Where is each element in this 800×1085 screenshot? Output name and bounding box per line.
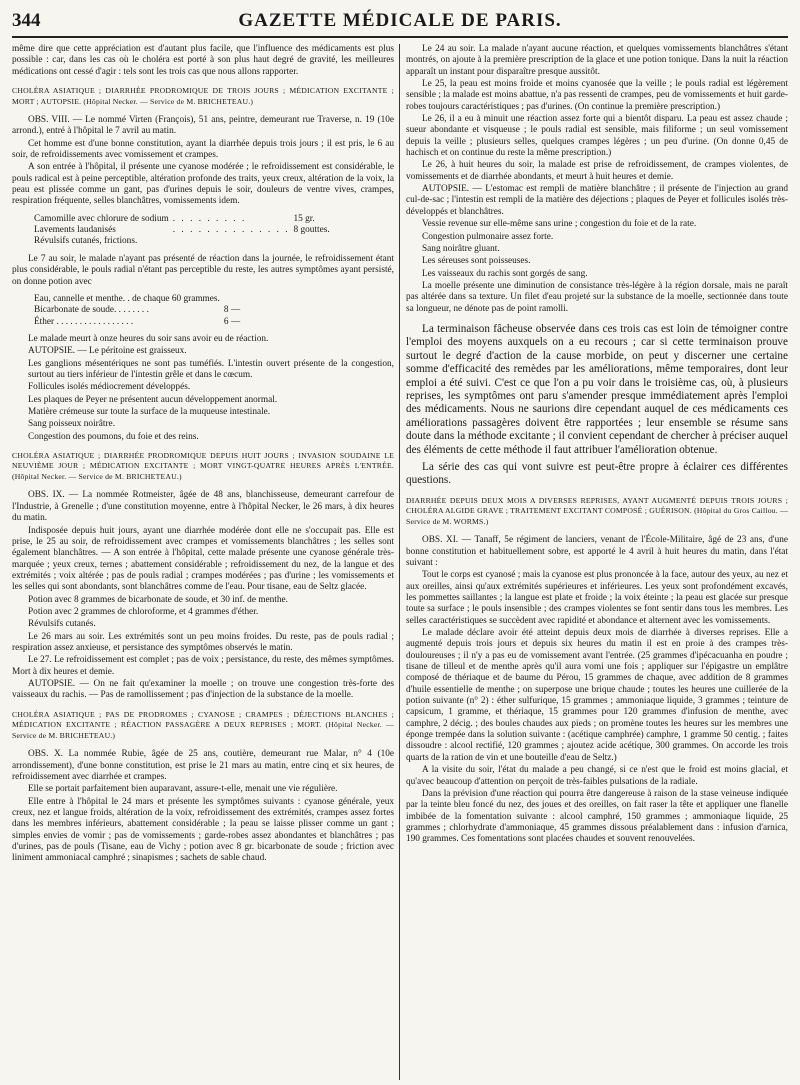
prescription-row [34, 305, 244, 316]
autopsy-finding: Congestion pulmonaire assez forte. [422, 231, 554, 242]
prescription-qty: 6 — [223, 316, 241, 327]
obs-10-autopsy: AUTOPSIE. — L'estomac est rempli de matière blanchâtre ; il présente de l'injection au grand cul-de-sac ; l'intestin est rempli de la matière des déjections ; plaques de Peyer et follicules isolés très-développés et blanchâtres. [406, 184, 788, 217]
prescription-row [34, 214, 334, 225]
prescription-row [34, 294, 244, 305]
obs-10-day26: Le 26, il a eu à minuit une réaction assez forte qui a bientôt disparu. La peau est assez chaude ; sueur abondante et visqueuse ; le pouls radial est sensible, mais filiforme ; un seul vomissement depuis la veille ; plusieurs selles, quelques crampes légères ; un peu d'urine. (On donne 0,45 de hachisch et on continue du reste la même prescription.) [406, 114, 788, 159]
obs-8-death: Le malade meurt à onze heures du soir sans avoir eu de réaction. [28, 333, 269, 344]
obs-11-fomentation: Dans la prévision d'une réaction qui pourra être dangereuse à raison de la stase veineuse indiquée par la teinte bleu foncé du nez, des joues et des oreilles, on fait raser la tête et appliquer une flanelle imbibée de la fomentation suivante : alcool camphré, 150 grammes ; ammoniaque liquide, 25 grammes ; chlorhydrate d'ammoniaque, 45 grammes dissous préalablement dans : infusion d'arnica, 190 grammes. Ces fomentations sont placées chaudes et souvent renouvelées. [406, 788, 788, 845]
autopsy-finding: Congestion des poumons, du foie et des reins. [28, 431, 199, 442]
page-number: 344 [12, 10, 41, 31]
obs-10-day24: Le 24 au soir. La malade n'ayant aucune réaction, et quelques vomissements blanchâtres s'étant montrés, on ajoute à la première prescription de la glace et une potion tonique. Dans la nuit la réaction apparaît un instant pour disparaître presque aussitôt. [406, 44, 788, 77]
autopsy-finding: Les vaisseaux du rachis sont gorgés de sang. [422, 268, 588, 279]
obs-10-history: Elle se portait parfaitement bien auparavant, assure-t-elle, menait une vie régulière. [28, 784, 338, 795]
autopsy-finding: Les ganglions mésentériques ne sont pas tuméfiés. L'intestin ouvert présente de la congestion, surtout au tiers inférieur de l'intestin grêle et dans le cœcum. [28, 358, 394, 380]
obs-11-evening: A la visite du soir, l'état du malade a peu changé, si ce n'est que le froid est moins glacial, et qu'avec beaucoup d'attention on perçoit de très-faibles pulsations de la radiale. [406, 765, 788, 787]
autopsy-finding: Vessie revenue sur elle-même sans urine ; congestion du foie et de la rate. [422, 219, 697, 230]
prescription-list [34, 294, 244, 328]
obs-8-history: Cet homme est d'une bonne constitution, ayant la diarrhée depuis trois jours ; il est pris, le 6 au soir, de refroidissements avec vomissement et crampes. [12, 138, 394, 161]
discussion-paragraph: La terminaison fâcheuse observée dans ces trois cas est loin de témoigner contre l'emploi des moyens auxquels on a eu recours ; car si cette terminaison prouve surtout le degré d'action de la cause morbide, on peut y discerner une certaine somme d'efficacité des remèdes par les améliorations, même temporaires, dont leur emploi a été suivi. C'est ce que l'on a pu voir dans le troisième cas, où, à plusieurs reprises, les symptômes ont paru s'amender presque immédiatement après l'emploi des médicaments. Nous ne saurions dire cependant auquel de ces médicaments ces améliorations passagères doivent être rapportées ; leur ensemble se résume sans doute dans la méthode excitante ; il convient cependant de chercher à préciser auquel des éléments de cette méthode il faut attribuer l'amélioration obtenue. [406, 322, 788, 456]
obs-10-intro: OBS. X. La nommée Rubie, âgée de 25 ans, coutière, demeurant rue Malar, n° 4 (10e arrondissement), d'une bonne constitution, est prise le 21 mars au matin, entre cinq et six heures, de refroidissement avec diarrhée et crampes. [12, 749, 394, 782]
prescription-row [34, 225, 334, 236]
autopsy-finding: Matière crémeuse sur toute la surface de la muqueuse intestinale. [28, 406, 271, 417]
obs-8-evening: Le 7 au soir, le malade n'ayant pas présenté de réaction dans la journée, le refroidissement étant plus considérable, le pouls radial n'étant pas perceptible du reste, les autres symptômes ayant persisté, on donne potion avec [12, 253, 394, 287]
prescription-qty: 8 gouttes. [293, 225, 330, 236]
prescription-leader: . . . . . . . . . . . . . . [172, 225, 290, 236]
obs-11-treatment: Le malade déclare avoir été atteint depuis deux mois de diarrhée à diverses reprises. Elle a augmenté depuis trois jours et depuis six heures du matin il est en proie à des crampes très-douloureuses ; il n'y a pas eu de vomissement avant l'entrée. (25 grammes d'ipécacuanha en poudre ; tisane de tilleul et de menthe après qu'il aura vomi une fois ; appliquer sur l'épigastre un emplâtre composé de thériaque et de baume du Pérou, 15 grammes de chaque, avec addition de 8 grammes d'huile essentielle de menthe ; on superpose une brique chaude ; toutes les heures une cuillerée de la potion suivante (n° 2) : éther sulfurique, 15 grammes ; ammoniaque liquide, 3 grammes ; teinture de capsicum, 1 gramme, et thériaque, 15 grammes pour 120 grammes d'infusion de menthe, avec camphre, 2 décig. ; des boules chaudes aux pieds ; on promène toutes les heures sur les membres une éponge trempée dans la solution suivante : (acétique camphrée) camphre, 1 gramme 50 centig. ; faites dissoudre : alcool rectifié, 120 grammes ; ajoutez acide acétique, 300 grammes. On accorde les trois quarts de la ration de vin et une bouteille d'eau de Seltz.) [406, 628, 788, 763]
case-heading-obs-8: CHOLÉRA ASIATIQUE ; DIARRHÉE PRODROMIQUE DE TROIS JOURS ; MÉDICATION EXCITANTE ; MORT ; AUTOPSIE. (Hôpital Necker. — Service de M. BRICHETEAU.) [12, 86, 394, 106]
prescription-item: Bicarbonate de soude. . . . . . . . [34, 305, 149, 316]
autopsy-finding: Sang noirâtre gluant. [422, 243, 500, 254]
obs-9-intro: OBS. IX. — La nommée Rotmeister, âgée de 48 ans, blanchisseuse, demeurant carrefour de l'Industrie, à Grenelle ; d'une constitution moyenne, entre à l'hôpital Necker, le 26 mars, à dix heures du matin. [12, 490, 394, 524]
obs-10-spinal-cord: La moelle présente une diminution de consistance très-légère à la région dorsale, mais ne paraît pas altérée dans sa texture. Un filet d'eau projeté sur la substance de la moelle, sectionnée dans toute sa longueur, ne dénote pas de point ramolli. [406, 280, 788, 314]
prescription-item: Eau, cannelle et menthe. . de chaque 60 grammes. [34, 293, 220, 304]
prescription-qty: 8 — [223, 305, 241, 316]
obs-9-autopsy: AUTOPSIE. — On ne fait qu'examiner la moelle ; on trouve une congestion très-forte des vaisseaux du rachis. — Pas de ramollissement ; pas d'injection de la substance de la moelle. [12, 678, 394, 701]
prescription-qty [224, 294, 244, 305]
prescription-qty: 15 gr. [293, 213, 315, 224]
prescription-item: Révulsifs cutanés, frictions. [34, 236, 138, 247]
autopsy-finding: Les séreuses sont poisseuses. [422, 256, 531, 267]
prescription-leader: . . . . . . . . . [172, 213, 247, 224]
obs-10-death: Le 26, à huit heures du soir, la malade est prise de refroidissement, de crampes violentes, de vomissements et de diarrhée abondants, et meurt à huit heures et demie. [406, 160, 788, 182]
autopsy-finding: Follicules isolés médiocrement développés. [28, 382, 191, 393]
prescription-row [34, 236, 334, 247]
column-divider [399, 44, 400, 1080]
publication-title: GAZETTE MÉDICALE DE PARIS. [238, 10, 562, 31]
obs-9-symptoms: Indisposée depuis huit jours, ayant une diarrhée modérée dont elle ne s'occupait pas. Elle est prise, le 25 au soir, de refroidissement avec crampes et vomissements blanchâtres ; les selles sont également blanchâtres. — A son entrée à l'hôpital, cette malade présente une cyanose générale très-marquée ; yeux creux, ternes ; abattement considérable ; refroidissement du nez, de la langue et des extrémités ; voix altérée ; pas de pouls radial ; crampes modérées ; pas d'urine ; les vomissements et les selles qui sont abondants, sont blanchâtres comme de l'eau. Pour tisane, eau de Seltz glacée. [12, 525, 394, 593]
obs-8-intro: OBS. VIII. — Le nommé Virten (François), 51 ans, peintre, demeurant rue Traverse, n. 19 (10e arrond.), entré à l'hôpital le 7 avril au matin. [12, 115, 394, 137]
prescription-item: Éther . . . . . . . . . . . . . . . . . [34, 316, 134, 327]
left-column [12, 44, 394, 1080]
prescription-list [34, 214, 334, 248]
case-heading-obs-10: CHOLÉRA ASIATIQUE ; PAS DE PRODROMES ; CYANOSE ; CRAMPES ; DÉJECTIONS BLANCHES ; MÉDICATION EXCITANTE ; RÉACTION PASSAGÈRE A DEUX REPRISES ; MORT. (Hôpital Necker. — Service de M. BRICHETEAU.) [12, 709, 394, 740]
prescription-item: Lavements laudanisés [34, 225, 116, 236]
autopsy-finding: Sang poisseux noirâtre. [28, 419, 116, 430]
obs-11-symptoms: Tout le corps est cyanosé ; mais la cyanose est plus prononcée à la face, autour des yeux, au nez et aux oreilles, ainsi qu'aux extrémités supérieures et inférieures. Les yeux sont profondément excavés, les pommettes saillantes ; la langue est plate et froide ; la voix éteinte ; la peau est glacée sur presque toute sa surface ; le pouls insensible ; des crampes violentes se font sentir dans tous les membres. Les selles caractéristiques se succèdent avec rapidité et abondance et alternent avec les vomissements. [406, 570, 788, 626]
transition-paragraph: La série des cas qui vont suivre est peut-être propre à éclairer ces différentes questions. [406, 460, 788, 487]
prescription-row [34, 317, 244, 328]
case-heading-obs-11: DIARRHÉE DEPUIS DEUX MOIS A DIVERSES REPRISES, AYANT AUGMENTÉ DEPUIS TROIS JOURS ; CHOLÉRA ALGIDE GRAVE ; TRAITEMENT EXCITANT COMPOSÉ ; GUÉRISON. (Hôpital du Gros Caillou. — Service de M. WORMS.) [406, 495, 788, 526]
obs-10-symptoms: Elle entre à l'hôpital le 24 mars et présente les symptômes suivants : cyanose générale, yeux creux, nez et langue froids, altération de la voix, refroidissement des extrémités, crampes assez fortes dans les membres inférieurs, abattement considérable ; la peau se laisse plisser comme un gant ; simples envies de vomir ; pas de vomissements ; garde-robes assez abondantes et blanchâtres ; pas d'urines, pas de pouls (Tisane, eau de Vichy ; potion avec 8 gr. bicarbonate de soude ; friction avec liniment ammoniacal camphré ; sinapismes ; sachets de sable chaud. [12, 796, 394, 864]
case-heading-obs-9: CHOLÉRA ASIATIQUE ; DIARRHÉE PRODROMIQUE DEPUIS HUIT JOURS ; INVASION SOUDAINE LE NEUVIÈME JOUR ; MÉDICATION EXCITANTE ; MORT VINGT-QUATRE HEURES APRÈS L'ENTRÉE. (Hôpital Necker. — Service de M. BRICHETEAU.) [12, 450, 394, 481]
autopsy-finding: Les plaques de Peyer ne présentent aucun développement anormal. [28, 394, 278, 405]
intro-paragraph: même dire que cette appréciation est d'autant plus facile, que l'influence des médicaments est plus possible : car, dans les cas où le choléra est porté à son plus haut degré de gravité, les meilleures médications ont cessé d'agir : tels sont les trois cas que nous allons rapporter. [12, 44, 394, 77]
prescription-line: Potion avec 8 grammes de bicarbonate de soude, et 30 inf. de menthe. [28, 594, 288, 605]
obs-8-symptoms: A son entrée à l'hôpital, il présente une cyanose modérée ; le refroidissement est considérable, le pouls radical est à peine perceptible, altération profonde des traits, yeux creux, altération de la voix, la peau est plissée comme un gant, pas d'urines depuis le soir, douleurs de ventre vives, crampes, respiration fréquente, selles blanchâtres, vomissements idem. [12, 162, 394, 207]
obs-10-day25: Le 25, la peau est moins froide et moins cyanosée que la veille ; le pouls radial est légèrement sensible ; la malade est moins abattue, n'a pas ressenti de crampes, peu de vomissements et huit garde-robes toujours caractéristiques ; pas d'urines. (On continue la première prescription.) [406, 79, 788, 112]
prescription-item: Camomille avec chlorure de sodium [34, 213, 169, 224]
page-header [12, 6, 788, 38]
obs-9-evening: Le 26 mars au soir. Les extrémités sont un peu moins froides. Du reste, pas de pouls radial ; respiration assez anxieuse, et persistance des symptômes observés le matin. [12, 631, 394, 653]
obs-8-autopsy: AUTOPSIE. — Le péritoine est graisseux. [28, 346, 187, 357]
obs-9-death: Le 27. Le refroidissement est complet ; pas de voix ; persistance, du reste, des mêmes symptômes. Mort à dix heures et demie. [12, 655, 394, 677]
prescription-line: Révulsifs cutanés. [28, 619, 96, 630]
obs-11-intro: OBS. XI. — Tanaff, 5e régiment de lanciers, venant de l'École-Militaire, âgé de 23 ans, d'une bonne constitution et habituellement sobre, est apporté le 4 avril à huit heures du matin, dans l'état suivant : [406, 535, 788, 568]
right-column [406, 44, 788, 1080]
prescription-line: Potion avec 2 grammes de chloroforme, et 4 grammes d'éther. [28, 606, 259, 617]
